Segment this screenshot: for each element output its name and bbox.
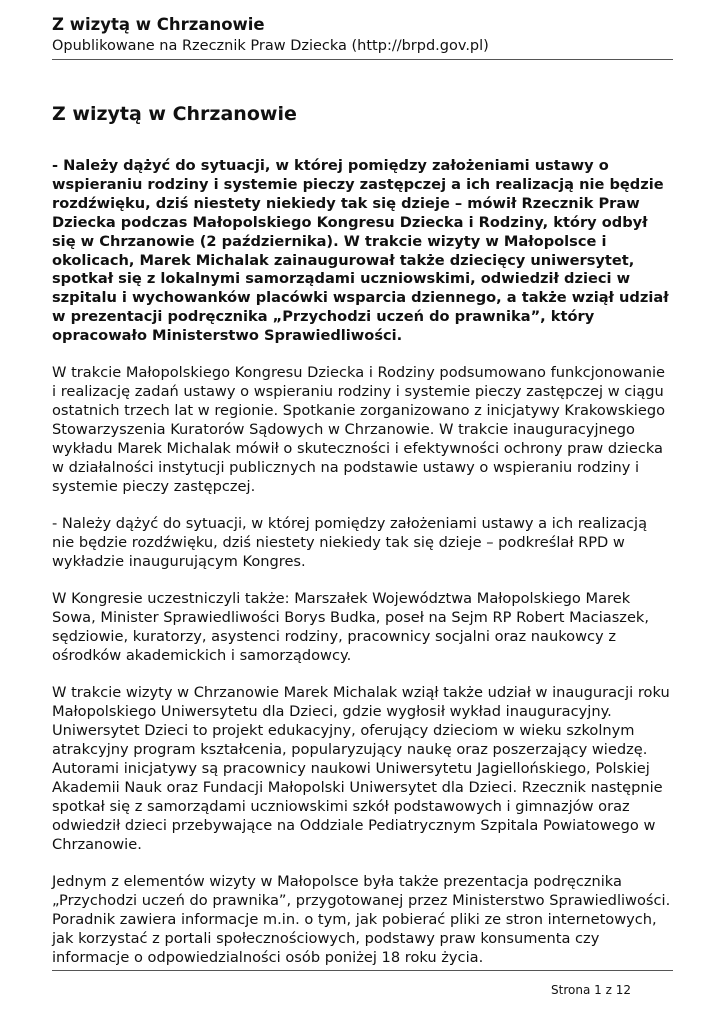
page-number: Strona 1 z 12 <box>551 983 631 997</box>
document-footer <box>52 970 673 997</box>
header-title: Z wizytą w Chrzanowie <box>52 15 265 34</box>
article-paragraph-5: Jednym z elementów wizyty w Małopolsce była także prezentacja podręcznika „Przychodzi uczeń do prawnika”, przygotowanej przez Ministerstwo Sprawiedliwości. Poradnik zawiera informacje m.in. o tym, jak pobierać pliki ze stron internetowych, jak korzystać z portali społecznościowych, podstawy praw konsumenta czy informacje o odpowiedzialności osób poniżej 18 roku życia. <box>52 872 671 966</box>
article-paragraph-3: W Kongresie uczestniczyli także: Marszałek Województwa Małopolskiego Marek Sowa, Minister Sprawiedliwości Borys Budka, poseł na Sejm RP Robert Maciaszek, sędziowie, kuratorzy, asystenci rodziny, pracownicy socjalni oraz naukowcy z ośrodków akademickich i samorządowcy. <box>52 590 650 664</box>
article-body <box>52 100 673 986</box>
article-lead: - Należy dążyć do sytuacji, w której pomiędzy założeniami ustawy o wspieraniu rodziny i systemie pieczy zastępczej a ich realizacją nie będzie rozdźwięku, dziś niestety niekiedy tak się dzieje – mówił Rzecznik Praw Dziecka podczas Małopolskiego Kongresu Dziecka i Rodziny, który odbył się w Chrzanowie (2 października). W trakcie wizyty w Małopolsce i okolicach, Marek Michalak zainaugurował także dziecięcy uniwersytet, spotkał się z lokalnymi samorządami uczniowskimi, odwiedził dzieci w szpitalu i wychowanków placówki wsparcia dziennego, a także wziął udział w prezentacji podręcznika „Przychodzi uczeń do prawnika”, który opracowało Ministerstwo Sprawiedliwości. <box>52 157 669 345</box>
article-paragraph-1: W trakcie Małopolskiego Kongresu Dziecka i Rodziny podsumowano funkcjonowanie i realizację zadań ustawy o wspieraniu rodziny i systemie pieczy zastępczej w ciągu ostatnich trzech lat w regionie. Spotkanie zorganizowano z inicjatywy Krakowskiego Stowarzyszenia Kuratorów Sądowych w Chrzanowie. W trakcie inauguracyjnego wykładu Marek Michalak mówił o skuteczności i efektywności ochrony praw dziecka w działalności instytucji publicznych na podstawie ustawy o wspieraniu rodziny i systemie pieczy zastępczej. <box>52 364 666 495</box>
document-header <box>52 14 673 60</box>
article-title: Z wizytą w Chrzanowie <box>52 103 297 125</box>
header-subtitle: Opublikowane na Rzecznik Praw Dziecka (http://brpd.gov.pl) <box>52 38 489 54</box>
article-paragraph-2: - Należy dążyć do sytuacji, w której pomiędzy założeniami ustawy a ich realizacją nie będzie rozdźwięku, dziś niestety niekiedy tak się dzieje – podkreślał RPD w wykładzie inaugurującym Kongres. <box>52 514 648 570</box>
article-paragraph-4: W trakcie wizyty w Chrzanowie Marek Michalak wziął także udział w inauguracji roku Małopolskiego Uniwersytetu dla Dzieci, gdzie wygłosił wykład inauguracyjny. Uniwersytet Dzieci to projekt edukacyjny, oferujący dzieciom w wieku szkolnym atrakcyjny program kształcenia, popularyzujący naukę oraz poszerzający wiedzę. Autorami inicjatywy są pracownicy naukowi Uniwersytetu Jagiellońskiego, Polskiej Akademii Nauk oraz Fundacji Małopolski Uniwersytet dla Dzieci. Rzecznik następnie spotkał się z samorządami uczniowskimi szkół podstawowych i gimnazjów oraz odwiedził dzieci przebywające na Oddziale Pediatrycznym Szpitala Powiatowego w Chrzanowie. <box>52 684 670 853</box>
